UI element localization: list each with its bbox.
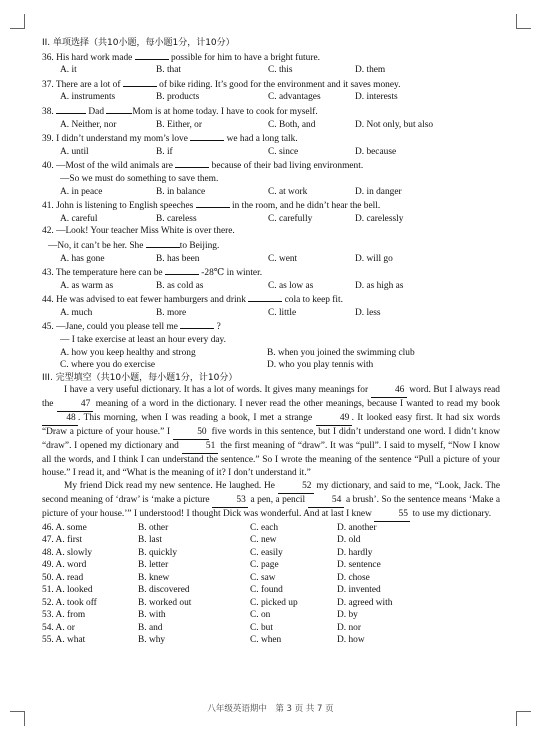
cloze-option-row: [42, 609, 500, 622]
answer-blank: [146, 238, 180, 248]
answer-options: [42, 253, 500, 266]
cloze-option-row: [42, 547, 500, 560]
answer-option: C. as low as: [268, 280, 314, 291]
answer-option: C. advantages: [268, 92, 321, 103]
answer-option: 48. A. slowly: [42, 547, 93, 558]
crop-mark-top-left: [10, 14, 25, 29]
answer-option: 52. A. took off: [42, 597, 97, 608]
cloze-option-row: [42, 584, 500, 597]
cloze-option-row: [42, 522, 500, 535]
answer-option: 46. A. some: [42, 522, 87, 533]
answer-option: 49. A. word: [42, 560, 87, 570]
answer-option: B. when you joined the swimming club: [267, 347, 415, 358]
answer-option: C. found: [250, 585, 283, 595]
page-footer: 八年级英语期中 第 3 页 共 7 页: [207, 704, 334, 714]
cloze-option-row: [42, 622, 500, 635]
question-stem: 44. He was advised to eat fewer hamburgers and drink cola to keep fit.: [42, 292, 500, 307]
answer-option: C. page: [250, 560, 279, 570]
cloze-option-row: [42, 572, 500, 585]
answer-option: C. this: [268, 65, 293, 76]
cloze-blank-number: 48: [42, 412, 78, 426]
answer-blank: [196, 198, 230, 208]
answer-option: B. as cold as: [156, 280, 204, 291]
question-stem: 36. His hard work made possible for him to have a bright future.: [42, 50, 500, 65]
answer-option: D. chose: [337, 572, 370, 583]
answer-option: B. letter: [138, 560, 169, 570]
answer-option: 51. A. looked: [42, 585, 93, 595]
answer-option: A. Neither, nor: [60, 119, 117, 130]
answer-blank: [175, 158, 209, 168]
question-stem: 41. John is listening to English speeches in the room, and he didn’t hear the bell.: [42, 198, 500, 213]
cloze-blank-number: 53: [212, 494, 248, 508]
answer-option: D. carelessly: [355, 213, 404, 224]
answer-option: D. old: [337, 535, 361, 545]
answer-option: B. careless: [156, 213, 197, 224]
answer-option: D. invented: [337, 585, 381, 595]
answer-option: C. each: [250, 522, 279, 533]
question-stem: 38. Dad Mom is at home today. I have to cook for myself.: [42, 104, 500, 119]
answer-blank: [106, 104, 132, 114]
question-stem: 39. I didn’t understand my mom’s love we had a long talk.: [42, 131, 500, 146]
answer-option: D. who you play tennis with: [267, 360, 374, 371]
question-stem: 45. —Jane, could you please tell me ?: [42, 319, 500, 334]
answer-option: D. them: [355, 65, 386, 76]
answer-option: B. with: [138, 610, 166, 620]
answer-option: C. when: [250, 635, 282, 645]
answer-option: C. Both, and: [268, 119, 316, 130]
answer-option: B. last: [138, 535, 162, 545]
answer-option: C. at work: [268, 186, 308, 197]
answer-blank: [248, 292, 282, 302]
answer-options: [42, 280, 500, 293]
answer-option: B. has been: [156, 253, 200, 264]
question-reply: — I take exercise at least an hour every day.: [60, 335, 226, 346]
answer-option: A. careful: [60, 213, 98, 224]
answer-option: C. easily: [250, 547, 283, 558]
answer-option: D. interests: [355, 92, 398, 103]
answer-option: B. that: [156, 65, 181, 76]
question-stem: 40. —Most of the wild animals are because of their bad living environment.: [42, 158, 500, 173]
answer-option: 50. A. read: [42, 572, 84, 583]
answer-option: B. other: [138, 522, 169, 533]
cloze-blank-number: 51: [182, 440, 218, 454]
answer-option: D. as high as: [355, 280, 404, 291]
multiple-choice-questions: [42, 50, 500, 372]
answer-option: B. more: [156, 307, 187, 318]
answer-option: C. carefully: [268, 213, 313, 224]
answer-option: A. it: [60, 65, 77, 76]
answer-option: D. by: [337, 610, 358, 620]
cloze-paragraph-2: My friend Dick read my new sentence. He laughed. He 52 my dictionary, and said to me, “Look, Jack. The second meaning of ‘draw’ is ‘make a picture 53 a pen, a pencil 54 a brush’. So the sentence means ‘Make a picture of your house.’” I understood! I thought Dick was wonderful. And at last I knew 55 to use my dictionary.: [42, 480, 500, 522]
answer-option: D. in danger: [355, 186, 402, 197]
section-3-title: III. 完型填空（共10小题，每小题1分，计10分）: [42, 372, 238, 383]
answer-option: D. nor: [337, 622, 361, 633]
answer-blank: [180, 319, 214, 329]
answer-option: C. but: [250, 622, 273, 633]
answer-option: D. will go: [355, 253, 393, 264]
question-stem: 42. —Look! Your teacher Miss White is over there.: [42, 226, 235, 237]
answer-options: [42, 146, 500, 159]
answer-options: [42, 307, 500, 320]
answer-option: C. new: [250, 535, 277, 545]
answer-option: A. as warm as: [60, 280, 114, 291]
question-reply: —No, it can’t be her. She to Beijing.: [42, 238, 500, 253]
question-stem: 43. The temperature here can be -28℃ in winter.: [42, 265, 500, 280]
cloze-blank-number: 46: [371, 384, 407, 398]
answer-option: C. little: [268, 307, 297, 318]
answer-option: B. in balance: [156, 186, 206, 197]
answer-option: C. where you do exercise: [60, 360, 156, 371]
answer-blank: [123, 77, 157, 87]
answer-option: A. instruments: [60, 92, 116, 103]
answer-blank: [56, 104, 86, 114]
answer-option: D. less: [355, 307, 381, 318]
answer-option: B. quickly: [138, 547, 178, 558]
answer-option: D. Not only, but also: [355, 119, 434, 130]
answer-option: B. knew: [138, 572, 170, 583]
section-2-title: II. 单项选择（共10小题，每小题1分，计10分）: [42, 38, 235, 48]
cloze-paragraph-1: I have a very useful dictionary. It has a lot of words. It gives many meanings for 46 word. But I always read the 47 meaning of a word in the dictionary. I never read the other meanings, because I wanted to read my book 48 . This morning, when I was reading a book, I met a strange 49 . It looked easy first. It had six words “Draw a picture of your house.” I 50 five words in this sentence, but I didn’t understand one word. I didn’t know “draw”. I opened my dictionary and 51 the first meaning of “draw”. It was “pull”. I said to myself, “Now I know all the words, and I think I can understand the sentence.” So I wrote the meaning of the sentence “Pull a picture of your house.” I read it, and “What is the meaning of it? I don’t understand it.”: [42, 385, 501, 478]
answer-option: C. picked up: [250, 597, 298, 608]
answer-option: C. went: [268, 253, 298, 264]
cloze-blank-number: 49: [316, 412, 352, 426]
answer-option: D. agreed with: [337, 597, 393, 608]
answer-option: D. another: [337, 522, 377, 533]
cloze-blank-number: 52: [278, 480, 314, 494]
answer-option: D. sentence: [337, 560, 381, 570]
answer-options: [42, 119, 500, 132]
answer-option: D. hardly: [337, 547, 373, 558]
question-reply: —So we must do something to save them.: [60, 173, 219, 184]
answer-option: B. products: [156, 92, 200, 103]
answer-option: C. since: [268, 146, 299, 157]
answer-option: 47. A. first: [42, 535, 83, 545]
cloze-option-row: [42, 534, 500, 547]
answer-blank: [135, 50, 169, 60]
answer-option: A. much: [60, 307, 93, 318]
answer-blank: [165, 265, 199, 275]
answer-option: D. how: [337, 635, 365, 645]
answer-option: B. worked out: [138, 597, 192, 608]
answer-options: [42, 64, 500, 77]
answer-option: A. how you keep healthy and strong: [60, 347, 196, 358]
answer-options: [42, 91, 500, 104]
answer-option: A. has gone: [60, 253, 105, 264]
answer-option: B. and: [138, 622, 163, 633]
answer-option: B. why: [138, 635, 166, 645]
answer-option: A. until: [60, 146, 89, 157]
cloze-blank-number: 50: [173, 426, 209, 440]
answer-option: B. discovered: [138, 585, 190, 595]
answer-option: 55. A. what: [42, 635, 86, 645]
cloze-options: [42, 522, 500, 647]
cloze-blank-number: 55: [374, 508, 410, 522]
crop-mark-top-right: [516, 14, 531, 29]
answer-options: [42, 347, 500, 372]
cloze-option-row: [42, 597, 500, 610]
cloze-option-row: [42, 634, 500, 647]
answer-options: [42, 186, 500, 199]
answer-options: [42, 213, 500, 226]
answer-option: 53. A. from: [42, 610, 86, 620]
cloze-blank-number: 47: [57, 398, 93, 412]
cloze-blank-number: 54: [308, 494, 344, 508]
question-stem: 37. There are a lot of of bike riding. It’s good for the environment and it saves money.: [42, 77, 500, 92]
answer-option: B. Either, or: [156, 119, 202, 130]
answer-option: A. in peace: [60, 186, 103, 197]
answer-option: 54. A. or: [42, 622, 75, 633]
cloze-option-row: [42, 559, 500, 572]
answer-option: D. because: [355, 146, 397, 157]
exam-content: [42, 37, 500, 647]
answer-blank: [190, 131, 224, 141]
answer-option: B. if: [156, 146, 173, 157]
answer-option: C. saw: [250, 572, 276, 583]
answer-option: C. on: [250, 610, 271, 620]
